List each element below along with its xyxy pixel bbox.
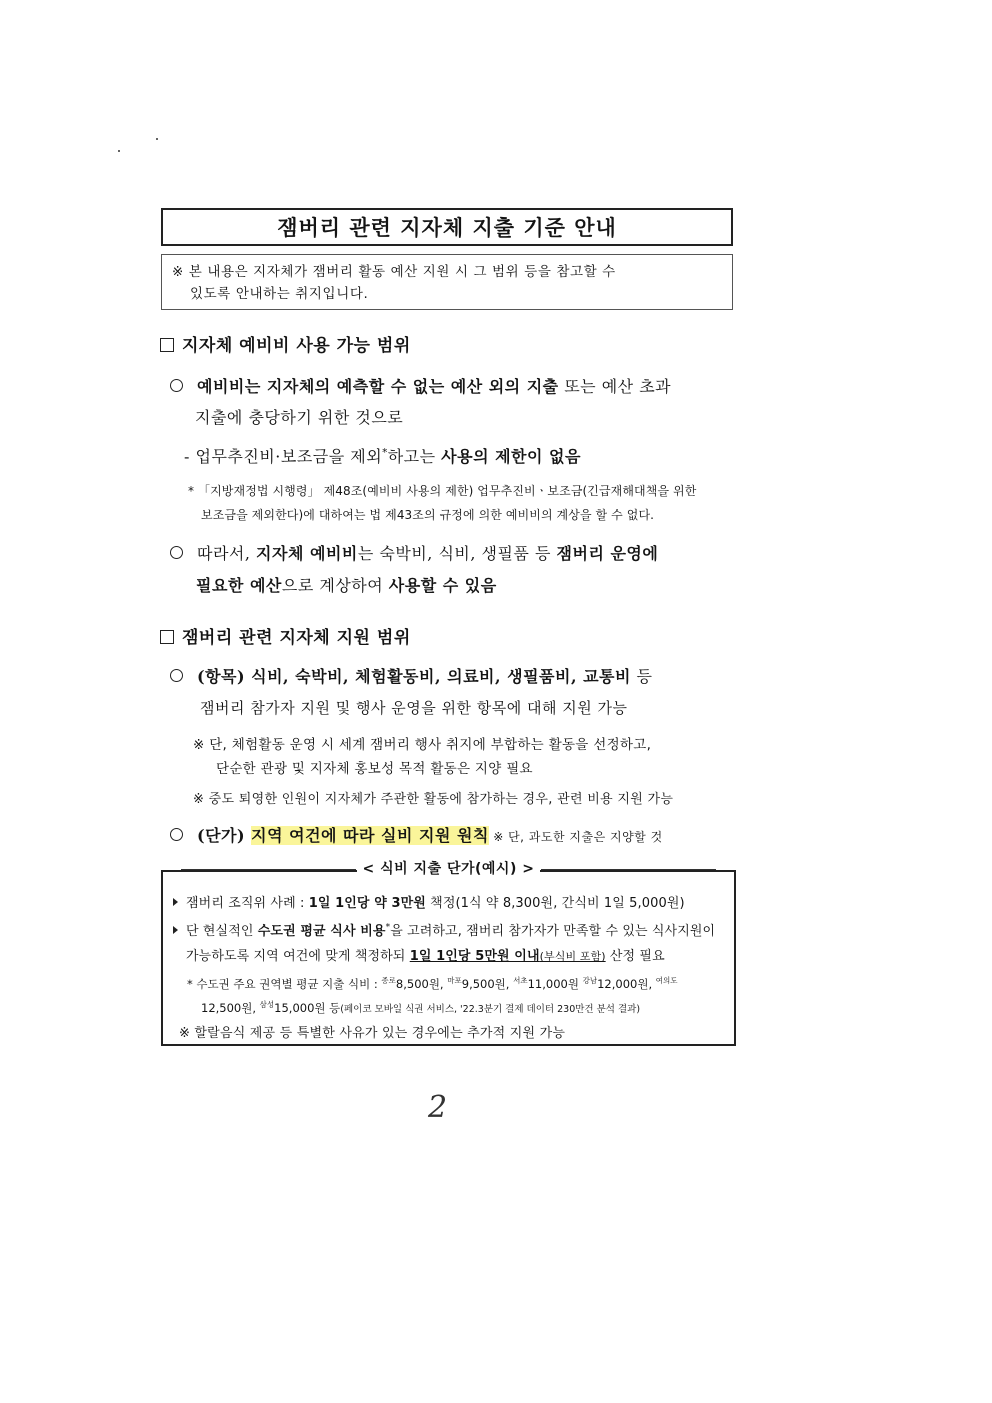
reserve-bullet-2-line-2: 필요한 예산으로 계상하여 사용할 수 있음 (196, 576, 497, 595)
rate-item-1: 잼버리 조직위 사례 : 1일 1인당 약 3만원 책정(1식 약 8,300원, 간식비 1일 5,000원) (173, 892, 685, 911)
support-note-1-line-1: ※ 단, 체험활동 운영 시 세계 잼버리 행사 취지에 부합하는 활동을 선정하고, (193, 737, 652, 753)
reserve-bullet-2: 따라서, 지자체 예비비는 숙박비, 식비, 생필품 등 잼버리 운영에 (170, 541, 658, 564)
meal-rate-title-bar (161, 858, 736, 880)
rate-subnote-line-2: 12,500원, $^{삼성}$15,000원 등(페이코 모바일 식권 서비스, '22.3분기 결제 데이터 230만건 분석 결과) (201, 1000, 641, 1015)
purpose-notice-box (161, 254, 733, 310)
support-bullet-unit-price: (단가) 지역 여건에 따라 실비 지원 원칙 ※ 단, 과도한 지출은 지양할 것 (170, 823, 663, 846)
scan-speck (156, 138, 158, 140)
section-heading-support-scope: 잼버리 관련 지자체 지원 범위 (160, 623, 411, 648)
reserve-dash-item: - 업무추진비·보조금을 제외*하고는 사용의 제한이 없음 (184, 447, 581, 466)
notice-line-1: ※ 본 내용은 지자체가 잼버리 활동 예산 지원 시 그 범위 등을 참고할 수 (172, 264, 616, 280)
meal-rate-box (161, 870, 736, 1046)
notice-line-2: 있도록 안내하는 취지입니다. (190, 286, 369, 302)
checkbox-square-icon (160, 338, 174, 352)
circle-bullet-icon (170, 828, 183, 841)
meal-rate-title: < 식비 지출 단가(예시) > (357, 861, 541, 877)
document-title: 잼버리 관련 지자체 지출 기준 안내 (277, 216, 617, 240)
rate-item-2: 단 현실적인 수도권 평균 식사 비용*을 고려하고, 잼버리 참가자가 만족할 수 있는 식사지원이 (173, 920, 715, 939)
rate-subnote-line-1: * 수도권 주요 권역별 평균 지출 식비 : $^{종로}$8,500원, $^{마포}$9,500원, $^{서초}$11,000원 $^{강남}$12,000원, $^{여의도}$ (187, 976, 678, 991)
rate-note-halal: ※ 할랄음식 제공 등 특별한 사유가 있는 경우에는 추가적 지원 가능 (179, 1026, 566, 1041)
scan-speck (118, 150, 120, 152)
support-note-2: ※ 중도 퇴영한 인원이 지자체가 주관한 활동에 참가하는 경우, 관련 비용 지원 가능 (193, 792, 674, 807)
section-heading-reserve-fund: 지자체 예비비 사용 가능 범위 (160, 331, 411, 356)
footnote-line-2: 보조금을 제외한다)에 대하여는 법 제43조의 규정에 의한 예비비의 계상을 할 수 없다. (201, 508, 655, 522)
document-title-box (161, 208, 733, 246)
footnote-line-1: * 「지방재정법 시행령」 제48조(예비비 사용의 제한) 업무추진비ㆍ보조금(긴급재해대책을 위한 (188, 484, 697, 498)
circle-bullet-icon (170, 669, 183, 682)
support-note-1-line-2: 단순한 관광 및 지자체 홍보성 목적 활동은 지양 필요 (216, 761, 533, 777)
support-bullet-items: (항목) 식비, 숙박비, 체험활동비, 의료비, 생필품비, 교통비 등 (170, 664, 653, 687)
circle-bullet-icon (170, 546, 183, 559)
checkbox-square-icon (160, 630, 174, 644)
support-bullet-items-line-2: 잼버리 참가자 지원 및 행사 운영을 위한 항목에 대해 지원 가능 (200, 699, 628, 717)
handwritten-page-number: 2 (428, 1090, 448, 1125)
triangle-bullet-icon (173, 926, 178, 934)
rate-item-2-line-2: 가능하도록 지역 여건에 맞게 책정하되 1일 1인당 5만원 이내(부식비 포함) 산정 필요 (186, 949, 665, 964)
triangle-bullet-icon (173, 898, 178, 906)
reserve-bullet-1-line-2: 지출에 충당하기 위한 것으로 (195, 408, 404, 427)
reserve-bullet-1: 예비비는 지자체의 예측할 수 없는 예산 외의 지출 또는 예산 초과 (170, 374, 671, 397)
circle-bullet-icon (170, 379, 183, 392)
